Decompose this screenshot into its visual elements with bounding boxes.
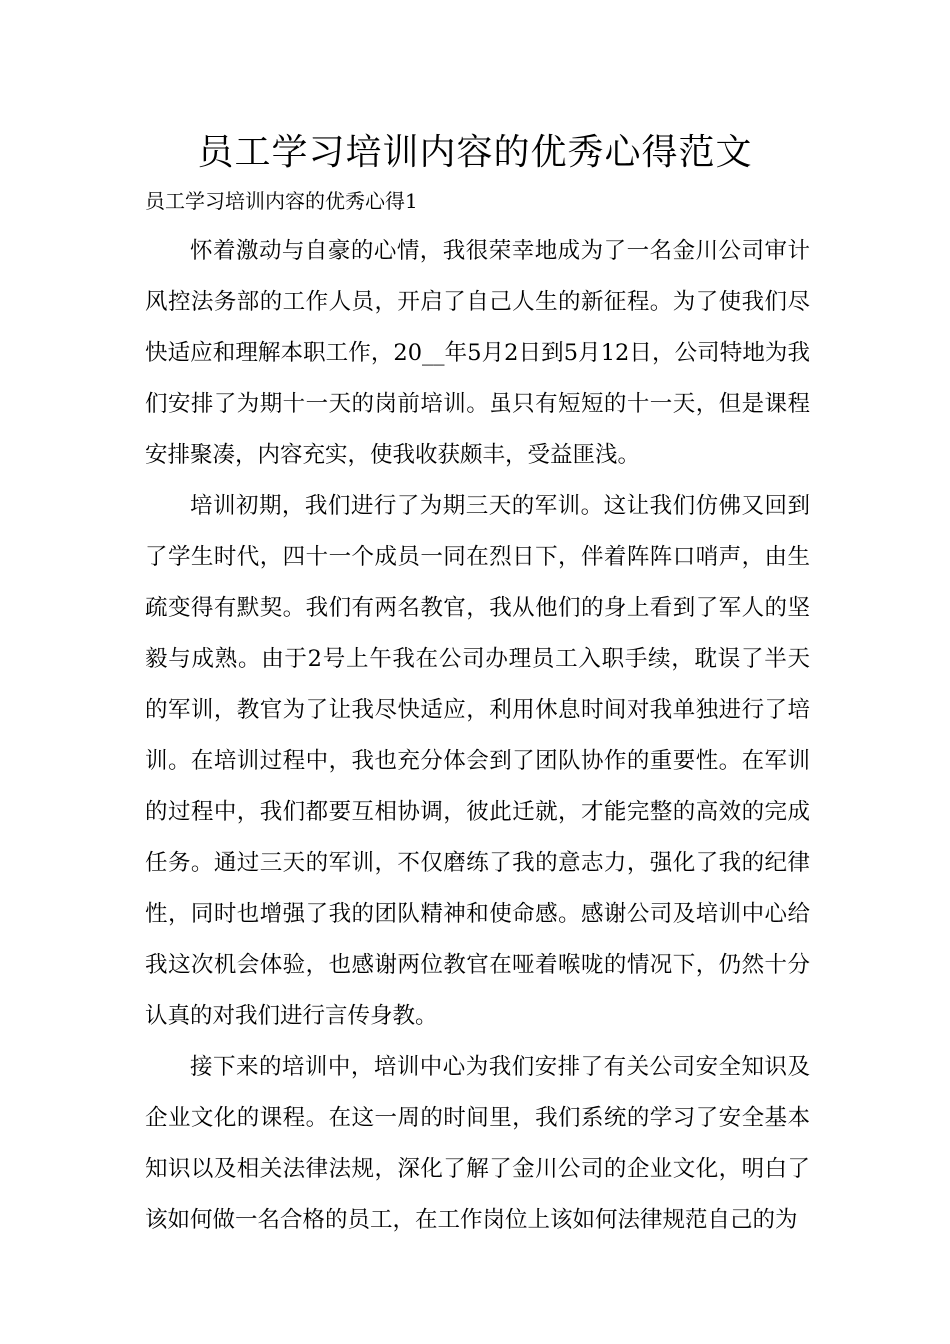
document-body — [145, 226, 810, 1246]
document-title: 员工学习培训内容的优秀心得范文 — [197, 132, 753, 173]
paragraph-2: 培训初期，我们进行了为期三天的军训。这让我们仿佛又回到了学生时代，四十一个成员一同在烈日下，伴着阵阵口哨声，由生疏变得有默契。我们有两名教官，我从他们的身上看到了军人的坚毅与成熟。由于2号上午我在公司办理员工入职手续，耽误了半天的军训，教官为了让我尽快适应，利用休息时间对我单独进行了培训。在培训过程中，我也充分体会到了团队协作的重要性。在军训的过程中，我们都要互相协调，彼此迁就，才能完整的高效的完成任务。通过三天的军训，不仅磨练了我的意志力，强化了我的纪律性，同时也增强了我的团队精神和使命感。感谢公司及培训中心给我这次机会体验，也感谢两位教官在哑着喉咙的情况下，仍然十分认真的对我们进行言传身教。 — [145, 493, 810, 1029]
paragraph-3: 接下来的培训中，培训中心为我们安排了有关公司安全知识及企业文化的课程。在这一周的时间里，我们系统的学习了安全基本知识以及相关法律法规，深化了解了金川公司的企业文化，明白了该如何做一名合格的员工，在工作岗位上该如何法律规范自己的为 — [145, 1054, 810, 1233]
paragraph-1: 怀着激动与自豪的心情，我很荣幸地成为了一名金川公司审计风控法务部的工作人员，开启了自己人生的新征程。为了使我们尽快适应和理解本职工作，20__年5月2日到5月12日，公司特地为我们安排了为期十一天的岗前培训。虽只有短短的十一天，但是课程安排聚凑，内容充实，使我收获颇丰，受益匪浅。 — [145, 238, 810, 468]
section-heading: 员工学习培训内容的优秀心得1 — [145, 189, 418, 213]
